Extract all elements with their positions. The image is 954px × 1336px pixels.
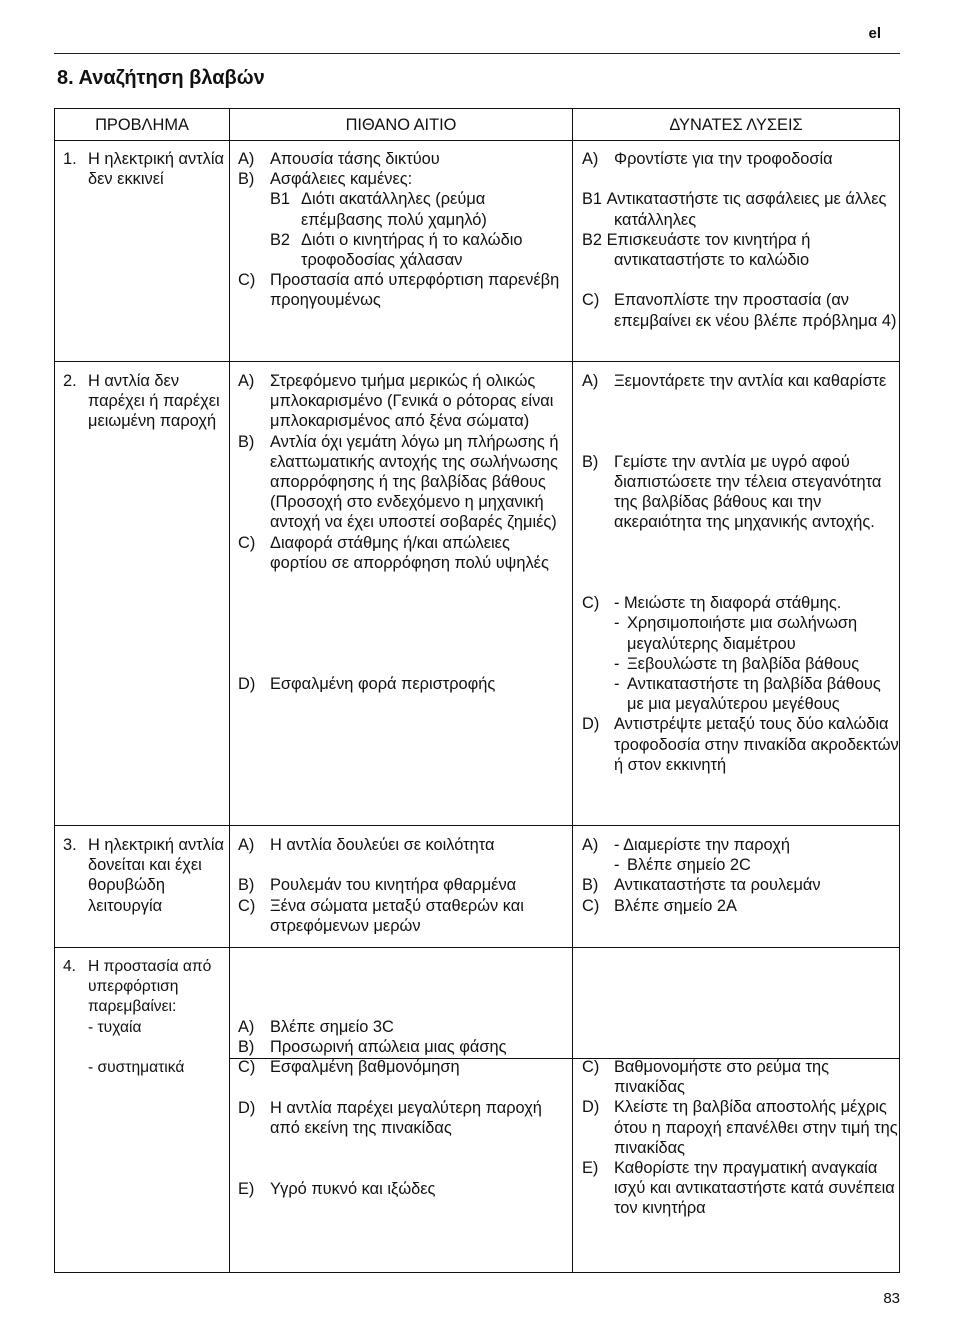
cause-text: Βλέπε σημείο 3C: [270, 1018, 394, 1036]
cause-text: Ρουλεμάν του κινητήρα φθαρμένα: [270, 876, 517, 895]
solutions-1: [582, 149, 902, 331]
solution-text: Φροντίστε για την τροφοδοσία: [614, 150, 833, 168]
solution-text: Αντικαταστήστε τα ρουλεμάν: [614, 876, 821, 895]
cause-label: A): [238, 372, 255, 390]
solution-text: Βλέπε σημείο 2C: [627, 856, 751, 875]
header-problem: ΠΡΟΒΛΗΜΑ: [95, 116, 189, 134]
solution-label: C): [582, 1058, 600, 1076]
cause-text: Η αντλία παρέχει μεγαλύτερη παροχή από εκείνη της πινακίδας: [270, 1098, 542, 1137]
cause-label: B): [238, 1038, 255, 1057]
cause-text: Υγρό πυκνό και ιξώδες: [270, 1179, 436, 1198]
cause-label: B): [238, 876, 255, 895]
solution-label: A): [582, 372, 599, 390]
problem-subcase: - συστηματικά: [88, 1059, 185, 1076]
solution-text: B1 Αντικαταστήστε τις ασφάλειες με άλλες κατάλληλες: [582, 190, 887, 229]
header-rule: [54, 53, 900, 54]
cause-text: Εσφαλμένη φορά περιστροφής: [270, 675, 496, 694]
problem-4: [63, 957, 229, 1078]
cause-text: Στρεφόμενο τμήμα μερικώς ή ολικώς μπλοκαρισμένο (Γενικά ο ρότορας είναι μπλοκαρισμένος από ξένα σώματα): [270, 372, 554, 431]
column-divider: [229, 109, 230, 1272]
cause-label: C): [238, 271, 256, 290]
section-title: 8. Αναζήτηση βλαβών: [57, 67, 265, 89]
solution-text: Επανοπλίστε την προστασία (αν επεμβαίνει εκ νέου βλέπε πρόβλημα 4): [614, 291, 897, 330]
row-divider: [55, 361, 899, 362]
solution-label: A): [582, 150, 599, 168]
problem-number: 3.: [63, 836, 77, 854]
problem-number: 4.: [63, 958, 77, 975]
problem-number: 1.: [63, 150, 77, 168]
solutions-2: [582, 371, 902, 775]
solution-text: Καθορίστε την πραγματική αναγκαία ισχύ και αντικαταστήστε κατά συνέπεια τον κινητήρα: [614, 1159, 895, 1218]
cause-label: B): [238, 432, 255, 451]
cause-text: Ασφάλειες καμένες:: [270, 170, 413, 189]
solution-text: Κλείστε τη βαλβίδα αποστολής μέχρις ότου η παροχή επανέλθει στην τιμή της πινακίδας: [614, 1098, 898, 1157]
language-code: el: [868, 25, 881, 42]
solution-text: Ξεμοντάρετε την αντλία και καθαρίστε: [614, 372, 887, 390]
problem-subcase: - τυχαία: [88, 1018, 142, 1036]
cause-text: Εσφαλμένη βαθμονόμηση: [270, 1058, 460, 1077]
row-divider: [55, 825, 899, 826]
causes-1: [238, 149, 568, 311]
cause-label: A): [238, 1018, 255, 1036]
cause-label: D): [238, 1098, 256, 1117]
problem-2: [63, 371, 229, 432]
cause-label: A): [238, 150, 255, 168]
problem-text: Η προστασία από υπερφόρτιση παρεμβαίνει:: [88, 958, 212, 1016]
cause-label: B1: [270, 190, 291, 209]
solution-label: B): [582, 876, 599, 895]
solution-text: - Διαμερίστε την παροχή: [614, 836, 790, 854]
solution-label: -: [614, 614, 620, 633]
cause-text: Αντλία όχι γεμάτη λόγω μη πλήρωσης ή ελαττωματικής αντοχής της σωλήνωσης απορρόφησης ή της βαλβίδας βάθους (Προσοχή στο ενδεχόμενο η μηχανική αντοχή να έχει υποστεί σοβαρές ζημιές): [270, 432, 559, 532]
cause-label: D): [238, 675, 256, 694]
cause-label: B2: [270, 230, 291, 249]
cause-text: Διαφορά στάθμης ή/και απώλειες φορτίου σε απορρόφηση πολύ υψηλές: [270, 533, 549, 572]
cause-label: C): [238, 896, 256, 915]
solutions-3: [582, 835, 902, 916]
problem-text: Η ηλεκτρική αντλία δεν εκκινεί: [88, 150, 224, 189]
solution-label: -: [614, 654, 620, 673]
solution-label: C): [582, 291, 600, 310]
header-cause: ΠΙΘΑΝΟ ΑΙΤΙΟ: [345, 116, 457, 134]
solution-label: -: [614, 856, 620, 875]
cause-text: Διότι ακατάλληλες (ρεύμα επέμβασης πολύ χαμηλό): [301, 190, 487, 229]
solution-label: D): [582, 1098, 600, 1117]
cause-text: Διότι ο κινητήρας ή το καλώδιο τροφοδοσίας χάλασαν: [301, 230, 523, 270]
solution-text: Αντιστρέψτε μεταξύ τους δύο καλώδια τροφοδοσία στην πινακίδα ακροδεκτών ή στον εκκινητή: [614, 715, 899, 774]
cause-label: C): [238, 533, 256, 552]
solution-text: Ξεβουλώστε τη βαλβίδα βάθους: [627, 654, 860, 673]
problem-text: Η ηλεκτρική αντλία δονείται και έχει θορυβώδη λειτουργία: [88, 836, 224, 915]
cause-text: Η αντλία δουλεύει σε κοιλότητα: [270, 836, 495, 854]
solution-label: C): [582, 896, 600, 915]
cause-label: E): [238, 1179, 255, 1198]
troubleshooting-table: [54, 108, 900, 1273]
solution-text: B2 Επισκευάστε τον κινητήρα ή αντικαταστήστε το καλώδιο: [582, 230, 811, 269]
solution-label: A): [582, 836, 599, 854]
row-divider: [55, 140, 899, 141]
solution-label: E): [582, 1159, 599, 1178]
solutions-4: [582, 1057, 902, 1219]
solution-label: D): [582, 715, 600, 734]
solution-text: Βαθμονομήστε στο ρεύμα της πινακίδας: [614, 1058, 829, 1097]
cause-text: Προστασία από υπερφόρτιση παρενέβη προηγουμένως: [270, 271, 560, 310]
solution-label: B): [582, 452, 599, 471]
page-number: 83: [883, 1290, 900, 1307]
solution-text: - Μειώστε τη διαφορά στάθμης.: [614, 594, 842, 613]
solution-label: -: [614, 675, 620, 693]
causes-3: [238, 835, 568, 936]
problem-text: Η αντλία δεν παρέχει ή παρέχει μειωμένη παροχή: [88, 372, 220, 431]
causes-4: [238, 1017, 568, 1199]
cause-label: B): [238, 170, 255, 189]
causes-2: [238, 371, 568, 694]
header-solution: ΔΥΝΑΤΕΣ ΛΥΣΕΙΣ: [669, 116, 803, 134]
cause-text: Ξένα σώματα μεταξύ σταθερών και στρεφόμενων μερών: [270, 896, 524, 935]
problem-number: 2.: [63, 372, 77, 390]
row-divider: [55, 947, 899, 948]
solution-label: C): [582, 594, 600, 613]
cause-text: Προσωρινή απώλεια μιας φάσης: [270, 1038, 507, 1057]
solution-text: Αντικαταστήστε τη βαλβίδα βάθους με μια μεγαλύτερου μεγέθους: [627, 675, 881, 714]
cause-text: Απουσία τάσης δικτύου: [270, 150, 440, 168]
column-divider: [572, 109, 573, 1272]
solution-text: Βλέπε σημείο 2A: [614, 896, 737, 915]
solution-text: Χρησιμοποιήστε μια σωλήνωση μεγαλύτερης διαμέτρου: [627, 614, 858, 653]
problem-3: [63, 835, 229, 916]
cause-label: C): [238, 1058, 256, 1077]
problem-1: [63, 149, 229, 189]
cause-label: A): [238, 836, 255, 854]
solution-text: Γεμίστε την αντλία με υγρό αφού διαπιστώσετε την τέλεια στεγανότητα της βαλβίδας βάθους και την ακεραιότητα της μηχανικής αντοχής.: [614, 452, 882, 532]
